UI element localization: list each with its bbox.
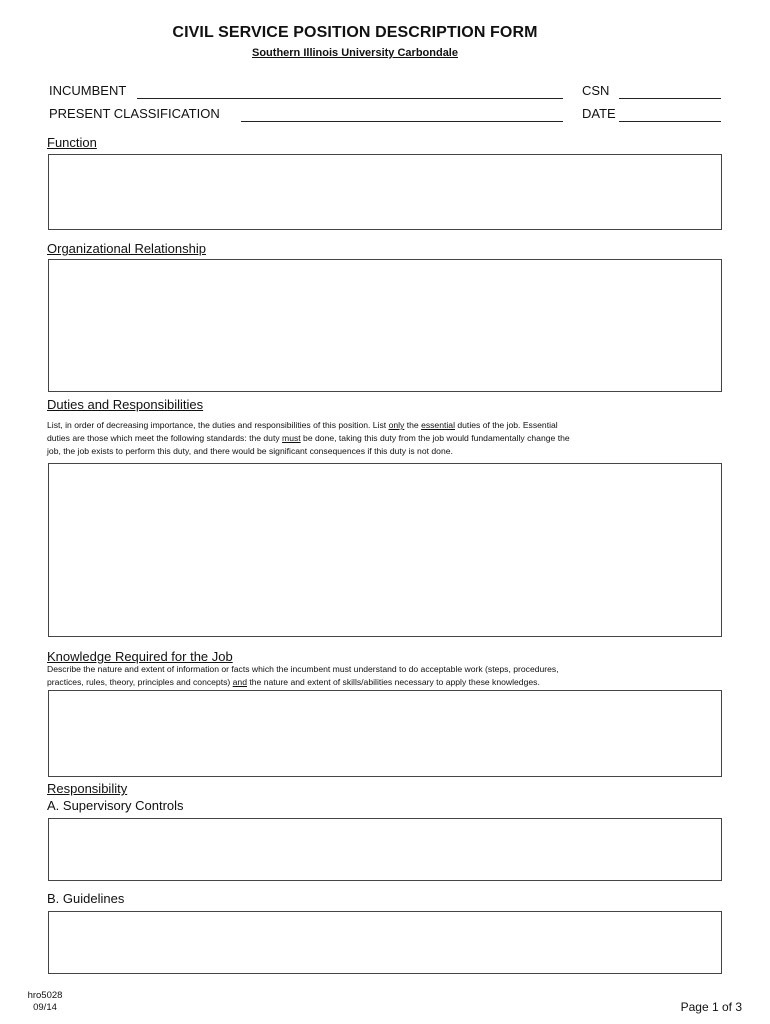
incumbent-field[interactable] [137,98,563,99]
csn-field[interactable] [619,98,721,99]
present-classification-label: PRESENT CLASSIFICATION [49,106,220,121]
form-code: hro5028 [27,990,63,1001]
knowledge-instructions-line-2: practices, rules, theory, principles and concepts) and the nature and extent of skills/abilities necessary to apply these knowledges. [47,677,540,687]
knowledge-textbox[interactable] [48,690,722,777]
knowledge-instructions-line-1: Describe the nature and extent of information or facts which the incumbent must understand to do acceptable work (steps, procedures, [47,664,559,674]
form-subtitle: Southern Illinois University Carbondale [252,47,458,59]
form-title: CIVIL SERVICE POSITION DESCRIPTION FORM [172,24,538,41]
date-label: DATE [582,106,616,121]
responsibility-heading: Responsibility [47,781,128,796]
function-textbox[interactable] [48,154,722,230]
page-number: Page 1 of 3 [680,1000,742,1014]
duties-instructions-line-1: List, in order of decreasing importance, the duties and responsibilities of this position. List only the essential duties of the job. Essential [47,420,558,430]
duties-heading: Duties and Responsibilities [47,397,204,412]
csn-label: CSN [582,83,610,98]
function-heading: Function [47,135,97,150]
guidelines-label: B. Guidelines [47,891,125,906]
supervisory-controls-textbox[interactable] [48,818,722,881]
incumbent-label: INCUMBENT [49,83,127,98]
knowledge-instructions [47,663,727,689]
organizational-relationship-heading: Organizational Relationship [47,241,206,256]
supervisory-controls-label: A. Supervisory Controls [47,798,184,813]
form-revision-date: 09/14 [33,1002,57,1013]
guidelines-textbox[interactable] [48,911,722,974]
organizational-relationship-textbox[interactable] [48,259,722,392]
duties-instructions-line-3: job, the job exists to perform this duty, and there would be significant consequences if this duty is not done. [47,446,453,456]
duties-instructions-line-2: duties are those which meet the following standards: the duty must be done, taking this duty from the job would fundamentally change the [47,433,570,443]
knowledge-heading: Knowledge Required for the Job [47,649,233,664]
duties-instructions [47,419,727,458]
present-classification-field[interactable] [241,121,563,122]
form-code-block [20,990,70,1014]
duties-textbox[interactable] [48,463,722,637]
date-field[interactable] [619,121,721,122]
